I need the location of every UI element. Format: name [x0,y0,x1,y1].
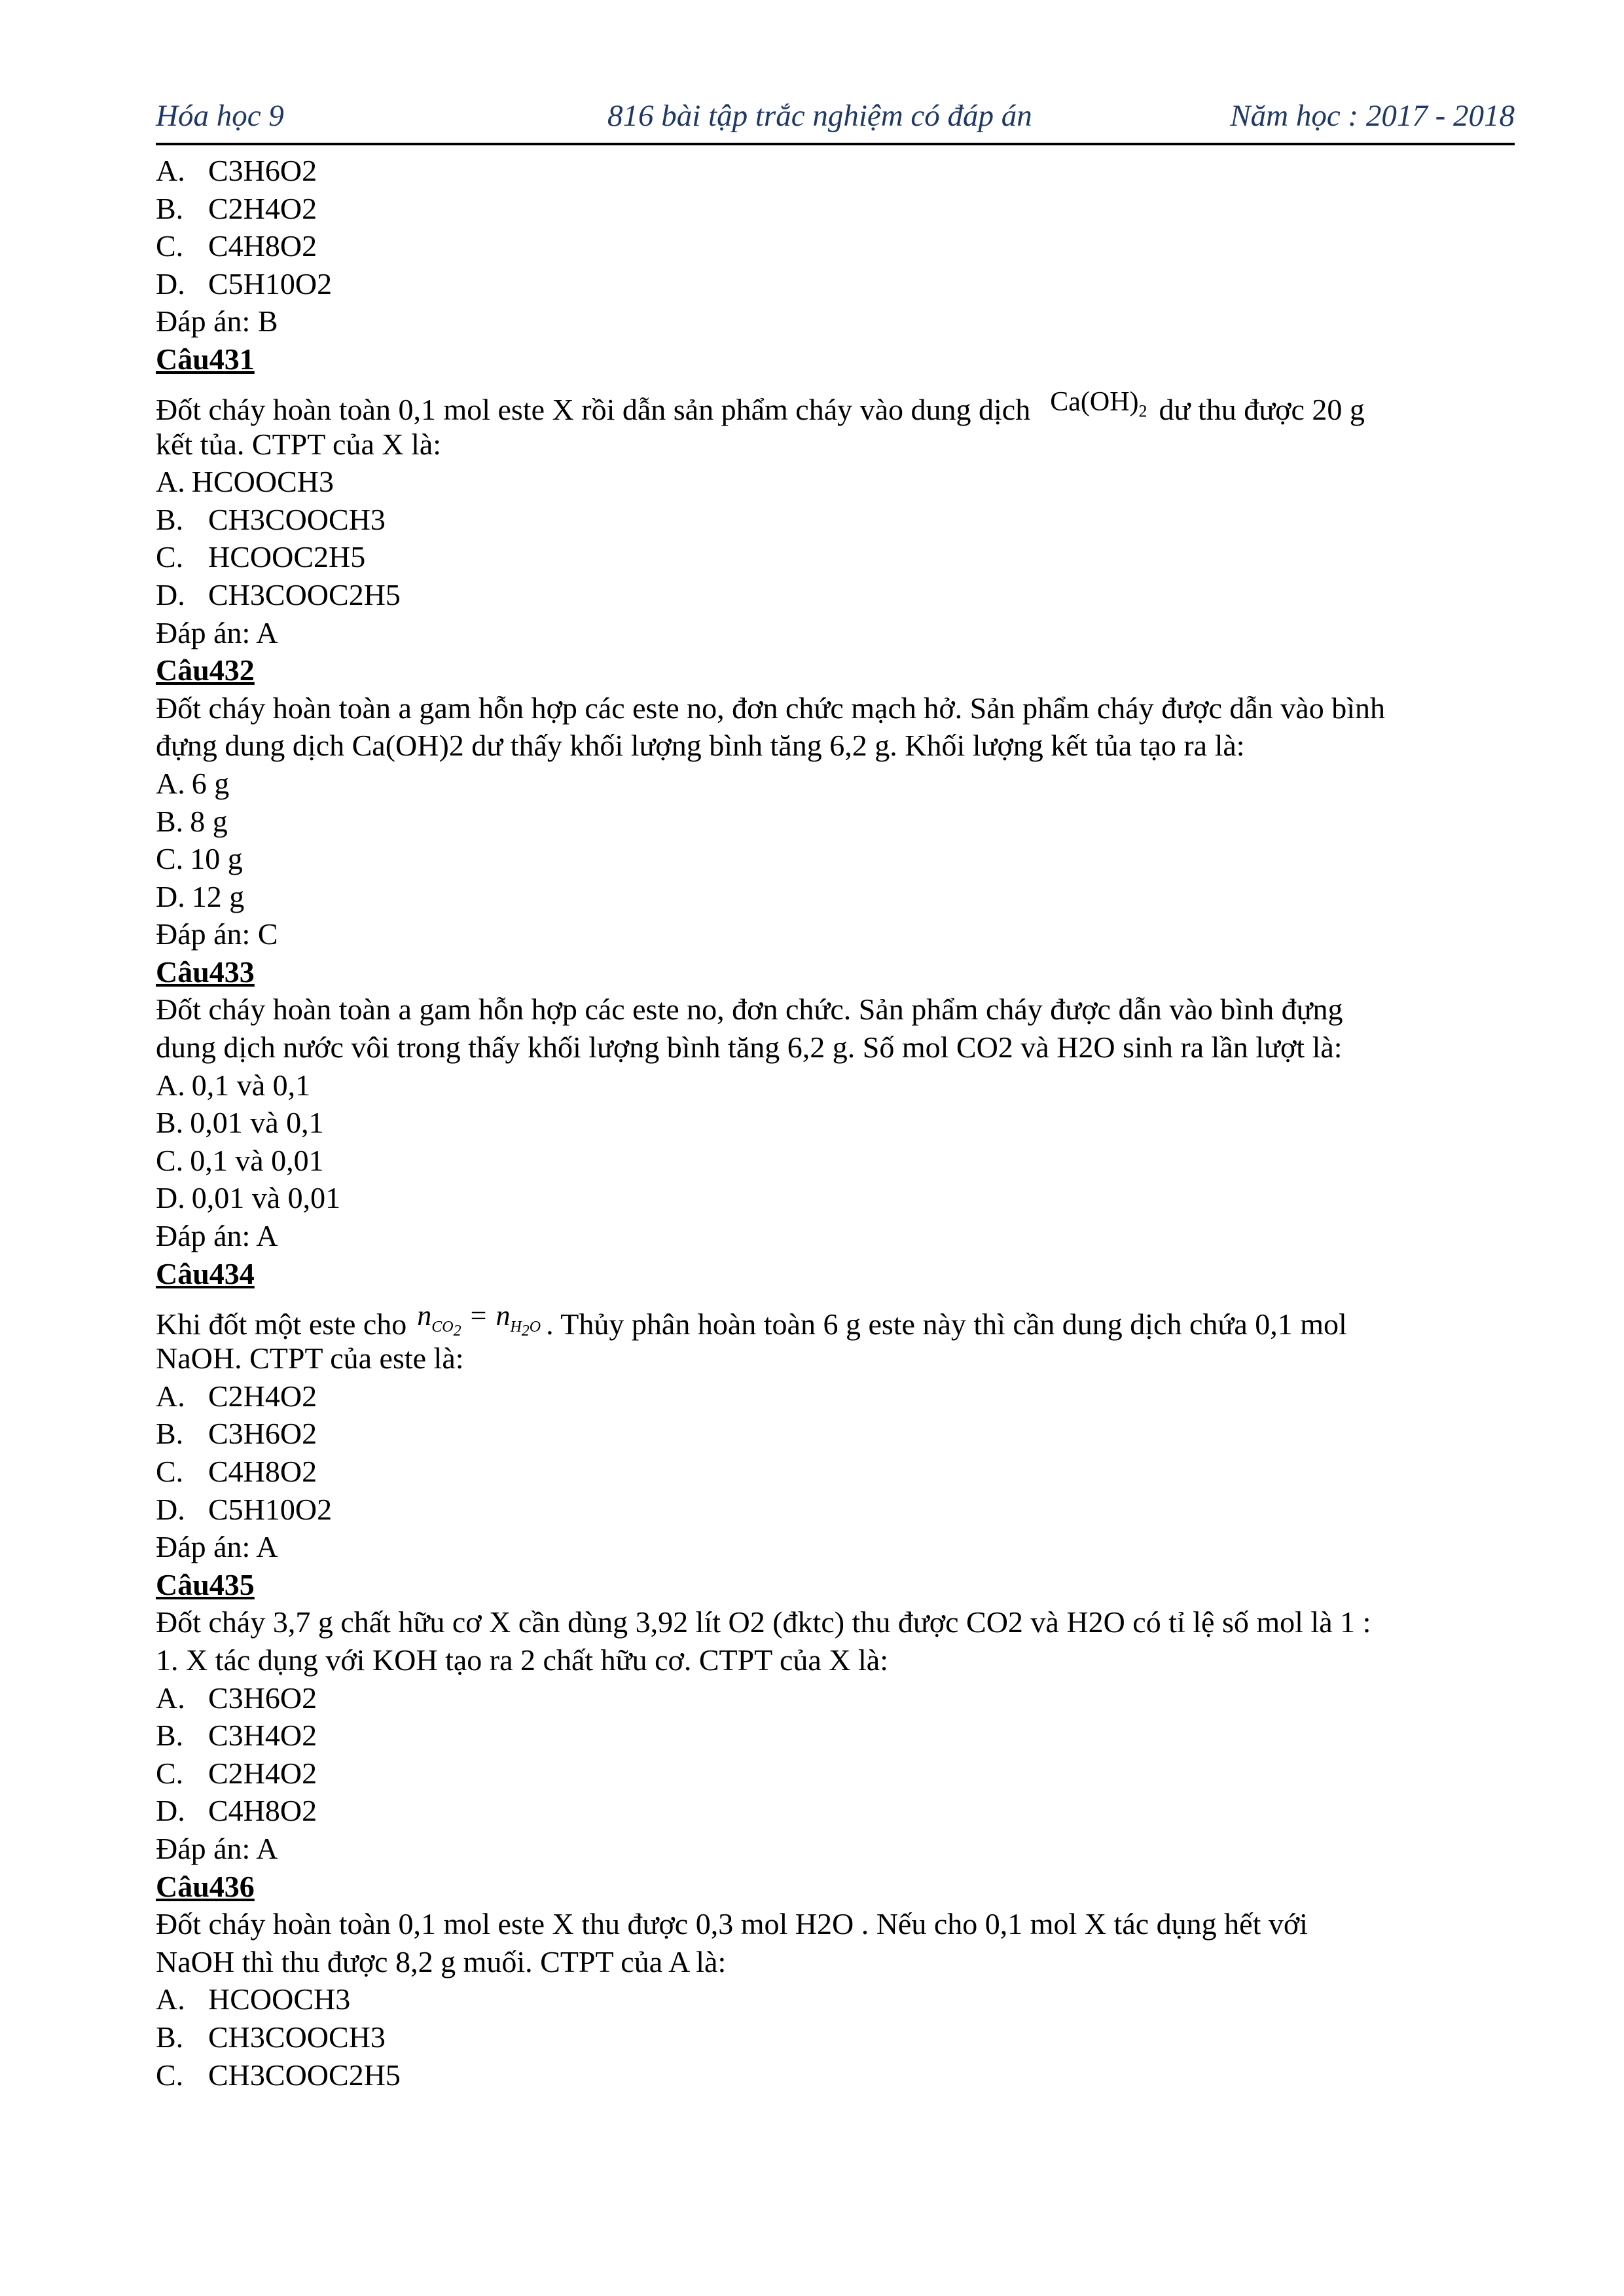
option-b: B. C3H4O2 [156,1719,317,1753]
option-a: A. C3H6O2 [156,1681,317,1715]
option-d: D. C5H10O2 [156,266,333,301]
option-c: C. HCOOC2H5 [156,540,366,574]
question-text: Khi đốt một este cho $n_{CO_2} = n_{H_2O}$ . Thủy phân hoàn toàn 6 g este này thì cần dung dịch chứa 0,1 mol [156,1292,1517,1339]
question-436 [156,1868,1517,2094]
option-c: C. C2H4O2 [156,1756,317,1790]
option-d: D. CH3COOC2H5 [156,577,401,611]
option-a: A. HCOOCH3 [156,465,334,499]
question-text-cont: 1. X tác dụng với KOH tạo ra 2 chất hữu cơ. CTPT của X là: [156,1643,888,1677]
question-text: Đốt cháy hoàn toàn a gam hỗn hợp các este no, đơn chức. Sản phẩm cháy được dẫn vào bình đựng [156,993,1343,1027]
question-text-cont: NaOH thì thu được 8,2 g muối. CTPT của A là: [156,1944,727,1978]
answer: Đáp án: A [156,1219,278,1253]
option-c: C. CH3COOC2H5 [156,2058,401,2092]
document-body [156,152,1517,2094]
header-school-year: Năm học : 2017 - 2018 [1230,99,1515,133]
question-text-cont: kết tủa. CTPT của X là: [156,427,442,461]
option-a: A. C2H4O2 [156,1379,317,1413]
option-a: A. 0,1 và 0,1 [156,1068,311,1102]
option-d: D. C4H8O2 [156,1794,317,1828]
question-title: Câu431 [156,342,255,376]
question-435 [156,1566,1517,1868]
option-d: D. 12 g [156,879,245,913]
option-b: B. 8 g [156,804,228,838]
option-c: C. 0,1 và 0,01 [156,1143,324,1177]
option-c: C. 10 g [156,842,243,876]
option-a: A. HCOOCH3 [156,1982,351,2016]
option-b: B. C2H4O2 [156,191,317,225]
question-title: Câu432 [156,653,255,687]
header-subject: Hóa học 9 [156,99,284,133]
question-text-cont: NaOH. CTPT của este là: [156,1341,464,1376]
question-text: Đốt cháy hoàn toàn 0,1 mol este X rồi dẫn sản phẩm cháy vào dung dịch $Ca(OH)_2$ dư thu được 20 g [156,378,1517,426]
option-b: B. CH3COOCH3 [156,2020,386,2054]
page-header [156,92,1515,145]
question-text-cont: đựng dung dịch Ca(OH)2 dư thấy khối lượng bình tăng 6,2 g. Khối lượng kết tủa tạo ra là: [156,729,1245,763]
prev-question-options [156,152,1517,340]
option-d: D. C5H10O2 [156,1492,333,1526]
question-title: Câu433 [156,955,255,989]
option-c: C. C4H8O2 [156,1455,317,1488]
option-c: C. C4H8O2 [156,229,317,263]
question-432 [156,651,1517,953]
header-title: 816 bài tập trắc nghiệm có đáp án [607,99,1032,133]
option-a: A. 6 g [156,766,230,800]
question-431 [156,340,1517,651]
option-a: A. C3H6O2 [156,154,317,187]
answer: Đáp án: A [156,615,278,649]
option-d: D. 0,01 và 0,01 [156,1181,341,1215]
question-title: Câu434 [156,1256,255,1290]
mole-equality-formula: $n_{CO_2} = n_{H_2O}$ [417,1300,541,1339]
answer: Đáp án: B [156,304,278,338]
question-433 [156,953,1517,1255]
question-title: Câu436 [156,1869,255,1903]
option-b: B. 0,01 và 0,1 [156,1106,324,1140]
answer: Đáp án: A [156,1831,278,1865]
question-text: Đốt cháy hoàn toàn a gam hỗn hợp các este no, đơn chức mạch hở. Sản phẩm cháy được dẫn vào bình [156,691,1386,725]
option-b: B. C3H6O2 [156,1417,317,1451]
calcium-hydroxide-formula: $Ca(OH)_2$ [1050,386,1147,420]
question-text: Đốt cháy hoàn toàn 0,1 mol este X thu được 0,3 mol H2O . Nếu cho 0,1 mol X tác dụng hết với [156,1907,1308,1941]
answer: Đáp án: A [156,1530,278,1564]
question-434 [156,1255,1517,1566]
answer: Đáp án: C [156,917,278,951]
question-text: Đốt cháy 3,7 g chất hữu cơ X cần dùng 3,92 lít O2 (đktc) thu được CO2 và H2O có tỉ lệ số mol là 1 : [156,1605,1371,1639]
option-b: B. CH3COOCH3 [156,502,386,536]
question-text-cont: dung dịch nước vôi trong thấy khối lượng bình tăng 6,2 g. Số mol CO2 và H2O sinh ra lần lượt là: [156,1030,1343,1065]
question-title: Câu435 [156,1567,255,1601]
